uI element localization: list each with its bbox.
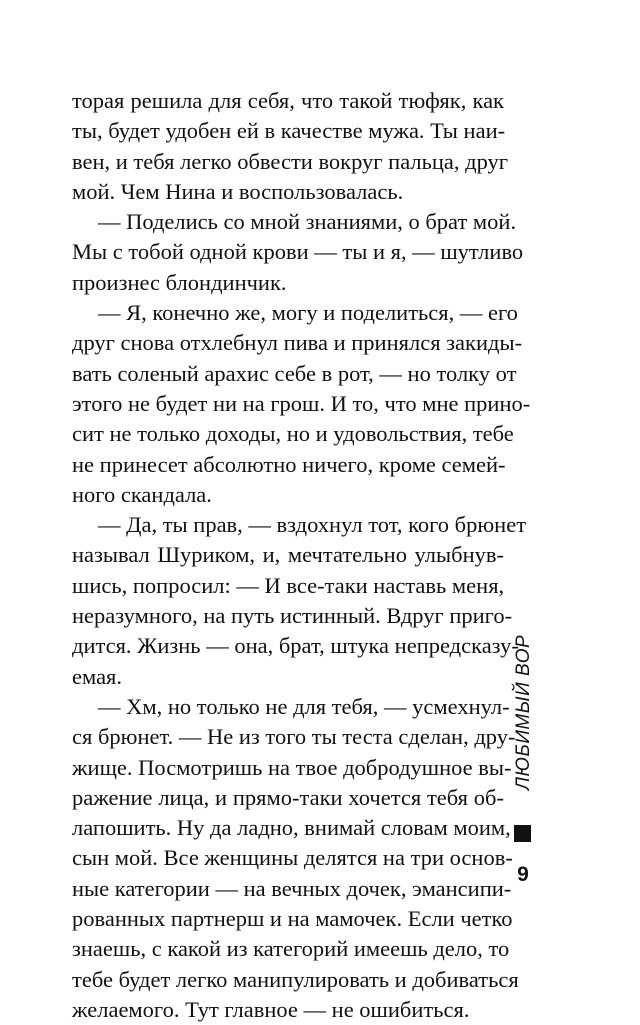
text-line: неразумного, на путь истинный. Вдруг приго-	[72, 603, 513, 629]
text-line: ные категории — на вечных дочек, эмансипи-	[72, 875, 512, 901]
text-line: не принесет абсолютно ничего, кроме семей-	[72, 451, 506, 477]
text-line: дится. Жизнь — она, брат, штука непредсказу-	[72, 633, 519, 659]
text-line: мой. Чем Нина и воспользовалась.	[72, 178, 404, 204]
text-line: вен, и тебя легко обвести вокруг пальца, друг	[72, 148, 509, 174]
text-line: — Я, конечно же, могу и поделиться, — его	[98, 300, 518, 326]
text-line: вать соленый арахис себе в рот, — но толку от	[72, 360, 517, 386]
text-line: ного скандала.	[72, 481, 212, 507]
square-marker-icon	[514, 825, 531, 842]
text-line: сын мой. Все женщины делятся на три основ-	[72, 845, 513, 871]
text-line: ся брюнет. — Не из того ты теста сделан, дру-	[72, 724, 516, 750]
text-line: — Поделись со мной знаниями, о брат мой.	[98, 209, 517, 235]
text-line: шись, попросил: — И все-таки наставь меня,	[72, 572, 505, 598]
text-line: жище. Посмотришь на твое добродушное вы-	[72, 754, 512, 780]
text-line: ражение лица, и прямо-таки хочется тебя об-	[72, 784, 504, 810]
text-line: называл Шуриком, и, мечтательно улыбнув-	[72, 542, 504, 568]
text-line: Мы с тобой одной крови — ты и я, — шутливо	[72, 239, 524, 265]
text-line: ты, будет удобен ей в качестве мужа. Ты наи-	[72, 118, 506, 144]
text-line: желаемого. Тут главное — не ошибиться.	[72, 996, 470, 1022]
page-number: 9	[517, 863, 529, 886]
text-line: сит не только доходы, но и удовольствия, тебе	[72, 421, 514, 447]
text-line: торая решила для себя, что такой тюфяк, как	[72, 88, 504, 113]
text-line: лапошить. Ну да ладно, внимай словам моим,	[72, 815, 511, 841]
text-line: друг снова отхлебнул пива и принялся закиды-	[72, 330, 523, 356]
text-line: произнес блондинчик.	[72, 269, 287, 295]
text-line: этого не будет ни на грош. И то, что мне прино-	[72, 390, 531, 416]
text-line: рованных партнерш и на мамочек. Если четко	[72, 906, 513, 932]
book-title: ЛЮБИМЫЙ ВОР	[513, 634, 534, 790]
text-line: емая.	[72, 663, 123, 689]
text-line: знаешь, с какой из категорий имеешь дело, то	[72, 936, 510, 962]
text-line: — Да, ты прав, — вздохнул тот, кого брюнет	[98, 512, 527, 538]
text-line: тебе будет легко манипулировать и добиваться	[72, 966, 519, 992]
text-line: — Хм, но только не для тебя, — усмехнул-	[98, 693, 510, 719]
